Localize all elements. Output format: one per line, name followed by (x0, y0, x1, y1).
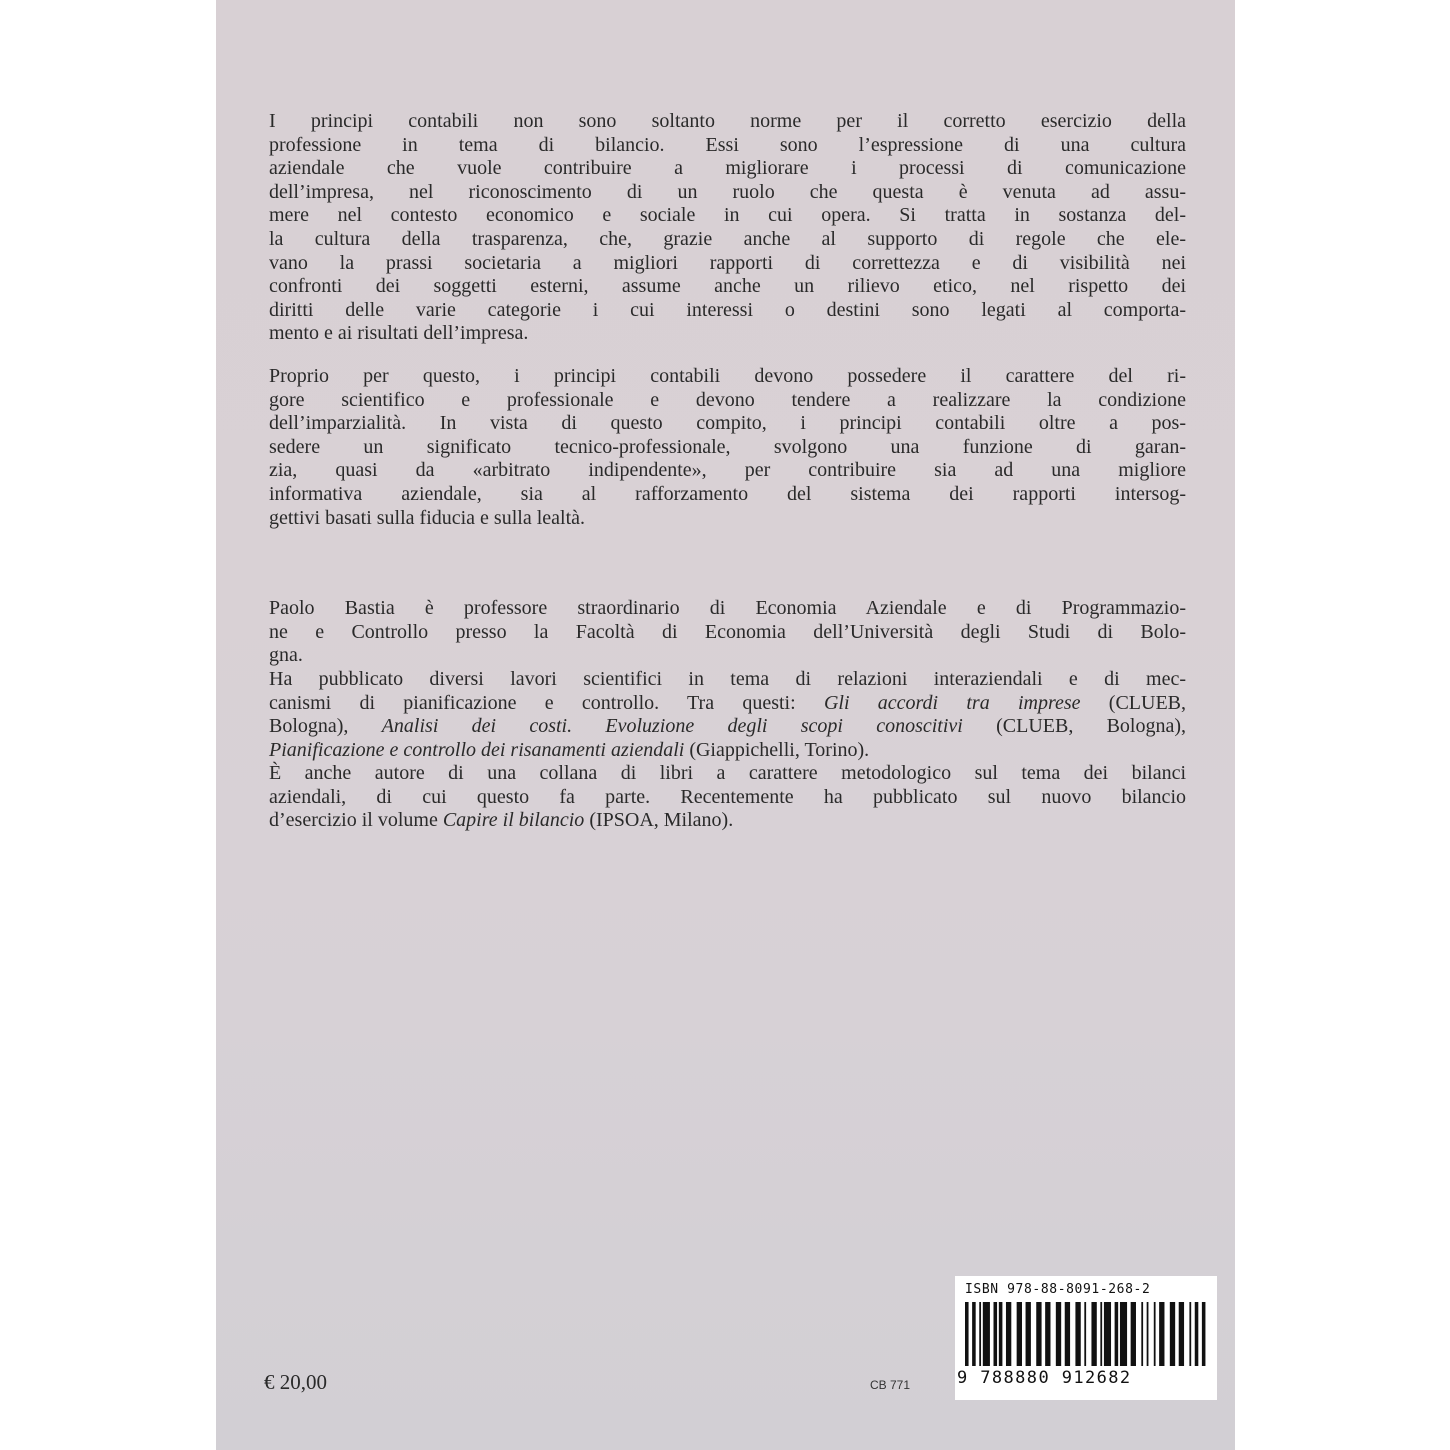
back-cover (216, 0, 1235, 1450)
barcode-bar (1056, 1302, 1061, 1366)
barcode-bar (1036, 1302, 1041, 1366)
text-line: Ha pubblicato diversi lavori scientifici in tema di relazioni interaziendali e di mec- (269, 668, 1186, 690)
text-line: gore scientifico e professionale e devono tendere a realizzare la condizione (269, 388, 1186, 411)
text-run: Bologna), (269, 715, 382, 738)
text-line: I principi contabili non sono soltanto norme per il corretto esercizio della (269, 110, 1186, 132)
text-line: Paolo Bastia è professore straordinario di Economia Aziendale e di Programmazio- (269, 597, 1186, 619)
author-bio-paragraph-1 (269, 597, 1186, 668)
barcode-bar (1017, 1302, 1022, 1366)
barcode-bar (1075, 1302, 1080, 1366)
text-run: (Giappichelli, Torino). (684, 738, 870, 761)
barcode-bar (1084, 1302, 1086, 1366)
text-line: aziendale che vuole contribuire a migliorare i processi di comunicazione (269, 157, 1186, 180)
text-line: dell’imparzialità. In vista di questo compito, i principi contabili oltre a pos- (269, 412, 1186, 435)
barcode-bar (972, 1302, 976, 1366)
isbn-label: ISBN 978-88-8091-268-2 (965, 1282, 1151, 1297)
book-title: Gli accordi tra imprese (823, 691, 1081, 714)
barcode-bar (1170, 1302, 1175, 1366)
ean-digits: 9 788880 912682 (957, 1368, 1132, 1388)
text-line: Proprio per questo, i principi contabili devono possedere il carattere del ri- (269, 365, 1186, 387)
barcode-bar (979, 1302, 981, 1366)
text-run: d’esercizio il volume (269, 809, 443, 832)
barcode-bar (1154, 1302, 1156, 1366)
text-line: sedere un significato tecnico-professionale, svolgono una funzione di garan- (269, 435, 1186, 458)
text-run: (CLUEB, (1080, 691, 1187, 714)
barcode-bar (1100, 1302, 1102, 1366)
barcode-bar (1045, 1302, 1050, 1366)
barcode-bar (1104, 1302, 1111, 1366)
text-line: gna. (269, 644, 303, 667)
barcode-bar (965, 1302, 969, 1366)
text-line: confronti dei soggetti esterni, assume anche un rilievo etico, nel rispetto dei (269, 275, 1186, 298)
text-line: ne e Controllo presso la Facoltà di Economia dell’Università degli Studi di Bolo- (269, 620, 1186, 643)
text-line: la cultura della trasparenza, che, grazie anche al supporto di regole che ele- (269, 227, 1186, 250)
barcode-bar (1091, 1302, 1096, 1366)
text-line: informativa aziendale, sia al rafforzamento del sistema dei rapporti intersog- (269, 482, 1186, 505)
text-run: canismi di pianificazione e controllo. Tra questi: (269, 691, 824, 714)
barcode-bar (1006, 1302, 1011, 1366)
catalog-code: CB 771 (870, 1378, 911, 1392)
text-line: mento e ai risultati dell’impresa. (269, 322, 529, 345)
barcode-bar (1115, 1302, 1119, 1366)
barcode-bar (1065, 1302, 1070, 1366)
text-line (269, 692, 1186, 716)
barcode-icon (965, 1302, 1209, 1366)
text-line (269, 809, 1186, 833)
text-line: È anche autore di una collana di libri a carattere metodologico sul tema dei bilanci (269, 762, 1186, 784)
barcode-bar (1147, 1302, 1149, 1366)
barcode-bar (1026, 1302, 1031, 1366)
author-publications-paragraph (269, 668, 1186, 762)
barcode-bar (1189, 1302, 1191, 1366)
price-label: € 20,00 (264, 1370, 327, 1394)
blurb-paragraph-2 (269, 365, 1186, 530)
barcode-bar (999, 1302, 1003, 1366)
barcode-bar (994, 1302, 998, 1366)
text-line: vano la prassi societaria a migliori rapporti di correttezza e di visibilità nei (269, 251, 1186, 274)
text-line: aziendali, di cui questo fa parte. Recentemente ha pubblicato sul nuovo bilancio (269, 785, 1186, 808)
barcode-bar (1179, 1302, 1184, 1366)
author-series-paragraph (269, 762, 1186, 833)
barcode-bar (1120, 1302, 1127, 1366)
text-line (269, 715, 1186, 739)
book-title: Capire il bilancio (442, 809, 585, 832)
barcode-bar (1195, 1302, 1199, 1366)
blurb-paragraph-1 (269, 110, 1186, 346)
text-line (269, 739, 1186, 763)
text-line: zia, quasi da «arbitrato indipendente», per contribuire sia ad una migliore (269, 459, 1186, 482)
book-title: Analisi dei costi. Evoluzione degli scopi conoscitivi (381, 715, 963, 738)
barcode-bar (1159, 1302, 1164, 1366)
text-line: mere nel contesto economico e sociale in cui opera. Si tratta in sostanza del- (269, 204, 1186, 227)
barcode-block (955, 1276, 1217, 1400)
barcode-bar (1202, 1302, 1206, 1366)
text-run: (CLUEB, Bologna), (962, 715, 1187, 738)
text-line: diritti delle varie categorie i cui interessi o destini sono legati al comporta- (269, 298, 1186, 321)
book-title: Pianificazione e controllo dei risanamenti aziendali (269, 738, 685, 761)
text-run: (IPSOA, Milano). (584, 809, 734, 832)
text-line: gettivi basati sulla fiducia e sulla lealtà. (269, 506, 586, 529)
text-line: dell’impresa, nel riconoscimento di un ruolo che questa è venuta ad assu- (269, 180, 1186, 203)
barcode-bar (1131, 1302, 1136, 1366)
text-line: professione in tema di bilancio. Essi sono l’espressione di una cultura (269, 133, 1186, 156)
barcode-bar (983, 1302, 990, 1366)
barcode-bar (1141, 1302, 1143, 1366)
